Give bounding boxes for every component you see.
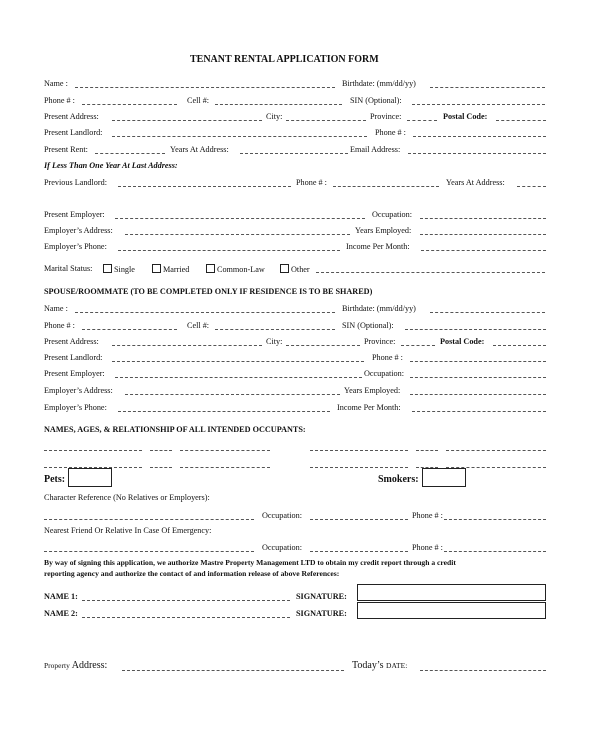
email-field[interactable] bbox=[408, 153, 546, 154]
occupant-age-3[interactable] bbox=[150, 467, 172, 468]
checkbox-icon[interactable] bbox=[206, 264, 215, 273]
spouse-province-label: Province: bbox=[364, 337, 396, 346]
spouse-cell-field[interactable] bbox=[215, 329, 335, 330]
phone-field[interactable] bbox=[82, 104, 177, 105]
spouse-address-field[interactable] bbox=[112, 345, 262, 346]
pets-label: Pets: bbox=[44, 474, 66, 485]
present-address-label: Present Address: bbox=[44, 112, 99, 121]
spouse-employer-field[interactable] bbox=[115, 377, 362, 378]
spouse-birthdate-label: Birthdate: (mm/dd/yy) bbox=[342, 304, 416, 313]
reference-occupation-field[interactable] bbox=[310, 519, 408, 520]
spouse-occupation-label: Occupation: bbox=[364, 369, 405, 378]
spouse-income-label: Income Per Month: bbox=[337, 403, 401, 412]
province-field[interactable] bbox=[407, 120, 437, 121]
spouse-employers-address-label: Employer’s Address: bbox=[44, 386, 113, 395]
occupant-age-2[interactable] bbox=[416, 450, 438, 451]
occupation-field[interactable] bbox=[420, 218, 546, 219]
income-label: Income Per Month: bbox=[346, 242, 410, 251]
spouse-employers-address-field[interactable] bbox=[125, 394, 340, 395]
checkbox-icon[interactable] bbox=[280, 264, 289, 273]
signature-1-box[interactable] bbox=[357, 584, 546, 601]
occupant-name-1[interactable] bbox=[44, 450, 142, 451]
years-at-address-label: Years At Address: bbox=[170, 145, 229, 154]
spouse-years-employed-field[interactable] bbox=[410, 394, 546, 395]
spouse-city-field[interactable] bbox=[286, 345, 360, 346]
page-title: TENANT RENTAL APPLICATION FORM bbox=[190, 54, 379, 65]
property-address-field[interactable] bbox=[122, 670, 344, 671]
friend-occupation-label: Occupation: bbox=[262, 543, 303, 552]
spouse-address-label: Present Address: bbox=[44, 337, 99, 346]
consent-text-line-1: By way of signing this application, we authorize Mastre Property Management LTD to obtain my credit report through a credit bbox=[44, 558, 456, 567]
present-employer-field[interactable] bbox=[115, 218, 365, 219]
birthdate-field[interactable] bbox=[430, 87, 545, 88]
friend-occupation-field[interactable] bbox=[310, 551, 408, 552]
present-rent-label: Present Rent: bbox=[44, 145, 88, 154]
marital-status-label: Marital Status: bbox=[44, 264, 93, 273]
spouse-birthdate-field[interactable] bbox=[430, 312, 545, 313]
marital-other-field[interactable] bbox=[316, 272, 545, 273]
todays-date-label bbox=[352, 660, 407, 672]
sin-field[interactable] bbox=[412, 104, 545, 105]
spouse-landlord-field[interactable] bbox=[112, 361, 364, 362]
spouse-income-field[interactable] bbox=[412, 411, 546, 412]
occupation-label: Occupation: bbox=[372, 210, 413, 219]
employers-address-field[interactable] bbox=[125, 234, 350, 235]
spouse-phone-field[interactable] bbox=[82, 329, 177, 330]
name-2-label: NAME 2: bbox=[44, 609, 78, 618]
property-prefix: Property bbox=[44, 661, 70, 670]
spouse-landlord-label: Present Landlord: bbox=[44, 353, 103, 362]
previous-phone-field[interactable] bbox=[333, 186, 439, 187]
name-label: Name : bbox=[44, 79, 68, 88]
character-reference-field[interactable] bbox=[44, 519, 254, 520]
spouse-name-field[interactable] bbox=[75, 312, 335, 313]
reference-phone-label: Phone # : bbox=[412, 511, 443, 520]
occupants-heading: NAMES, AGES, & RELATIONSHIP OF ALL INTENDED OCCUPANTS: bbox=[44, 425, 306, 434]
marital-option-label: Single bbox=[114, 265, 135, 274]
marital-option-label: Other bbox=[291, 265, 310, 274]
city-field[interactable] bbox=[286, 120, 366, 121]
postal-code-label: Postal Code: bbox=[443, 112, 488, 121]
present-landlord-label: Present Landlord: bbox=[44, 128, 103, 137]
spouse-heading: SPOUSE/ROOMMATE (TO BE COMPLETED ONLY IF RESIDENCE IS TO BE SHARED) bbox=[44, 287, 373, 296]
years-at-address-field[interactable] bbox=[240, 153, 348, 154]
cell-field[interactable] bbox=[215, 104, 342, 105]
spouse-cell-label: Cell #: bbox=[187, 321, 210, 330]
pets-box[interactable] bbox=[68, 468, 112, 487]
postal-code-field[interactable] bbox=[496, 120, 546, 121]
spouse-city-label: City: bbox=[266, 337, 283, 346]
employers-phone-label: Employer’s Phone: bbox=[44, 242, 107, 251]
smokers-box[interactable] bbox=[422, 468, 466, 487]
marital-option-single[interactable] bbox=[103, 264, 135, 275]
birthdate-label: Birthdate: (mm/dd/yy) bbox=[342, 79, 416, 88]
reference-phone-field[interactable] bbox=[444, 519, 546, 520]
email-label: Email Address: bbox=[350, 145, 401, 154]
occupant-relationship-3[interactable] bbox=[180, 467, 270, 468]
signature-2-label: SIGNATURE: bbox=[296, 609, 347, 618]
cell-label: Cell #: bbox=[187, 96, 210, 105]
spouse-years-employed-label: Years Employed: bbox=[344, 386, 401, 395]
marital-option-label: Married bbox=[163, 265, 190, 274]
spouse-landlord-phone-field[interactable] bbox=[410, 361, 546, 362]
spouse-province-field[interactable] bbox=[401, 345, 435, 346]
marital-option-label: Common-Law bbox=[217, 265, 265, 274]
employers-address-label: Employer’s Address: bbox=[44, 226, 113, 235]
marital-option-common-law[interactable] bbox=[206, 264, 265, 275]
landlord-phone-label: Phone # : bbox=[375, 128, 406, 137]
name-field[interactable] bbox=[75, 87, 335, 88]
phone-label: Phone # : bbox=[44, 96, 75, 105]
income-field[interactable] bbox=[421, 250, 546, 251]
spouse-name-label: Name : bbox=[44, 304, 68, 313]
date-word: DATE: bbox=[386, 661, 408, 670]
todays-prefix: Today’s bbox=[352, 660, 384, 671]
marital-option-married[interactable] bbox=[152, 264, 189, 275]
signature-1-label: SIGNATURE: bbox=[296, 592, 347, 601]
years-employed-label: Years Employed: bbox=[355, 226, 412, 235]
spouse-occupation-field[interactable] bbox=[410, 377, 546, 378]
marital-option-other[interactable] bbox=[280, 264, 310, 275]
sin-label: SIN (Optional): bbox=[350, 96, 402, 105]
occupant-age-1[interactable] bbox=[150, 450, 172, 451]
present-employer-label: Present Employer: bbox=[44, 210, 105, 219]
character-reference-label: Character Reference (No Relatives or Employers): bbox=[44, 493, 210, 502]
present-rent-field[interactable] bbox=[95, 153, 165, 154]
todays-date-field[interactable] bbox=[420, 670, 546, 671]
less-than-one-year-heading: If Less Than One Year At Last Address: bbox=[44, 161, 178, 170]
present-landlord-field[interactable] bbox=[112, 136, 367, 137]
nearest-friend-label: Nearest Friend Or Relative In Case Of Emergency: bbox=[44, 526, 212, 535]
spouse-postal-code-label: Postal Code: bbox=[440, 337, 485, 346]
occupant-relationship-2[interactable] bbox=[446, 450, 546, 451]
property-address-label bbox=[44, 660, 107, 672]
spouse-employers-phone-field[interactable] bbox=[118, 411, 330, 412]
occupant-name-2[interactable] bbox=[310, 450, 408, 451]
previous-phone-label: Phone # : bbox=[296, 178, 327, 187]
province-label: Province: bbox=[370, 112, 402, 121]
friend-phone-field[interactable] bbox=[444, 551, 546, 552]
address-word: Address: bbox=[71, 660, 108, 671]
spouse-landlord-phone-label: Phone # : bbox=[372, 353, 403, 362]
checkbox-icon[interactable] bbox=[103, 264, 112, 273]
spouse-sin-label: SIN (Optional): bbox=[342, 321, 394, 330]
previous-years-label: Years At Address: bbox=[446, 178, 505, 187]
spouse-postal-code-field[interactable] bbox=[493, 345, 546, 346]
employers-phone-field[interactable] bbox=[118, 250, 340, 251]
spouse-employer-label: Present Employer: bbox=[44, 369, 105, 378]
spouse-employers-phone-label: Employer’s Phone: bbox=[44, 403, 107, 412]
landlord-phone-field[interactable] bbox=[413, 136, 546, 137]
name-2-field[interactable] bbox=[82, 617, 290, 618]
city-label: City: bbox=[266, 112, 283, 121]
spouse-phone-label: Phone # : bbox=[44, 321, 75, 330]
signature-2-box[interactable] bbox=[357, 602, 546, 619]
years-employed-field[interactable] bbox=[420, 234, 546, 235]
friend-phone-label: Phone # : bbox=[412, 543, 443, 552]
reference-occupation-label: Occupation: bbox=[262, 511, 303, 520]
spouse-sin-field[interactable] bbox=[405, 329, 546, 330]
previous-landlord-label: Previous Landlord: bbox=[44, 178, 107, 187]
previous-landlord-field[interactable] bbox=[118, 186, 291, 187]
occupant-name-4[interactable] bbox=[310, 467, 408, 468]
smokers-label: Smokers: bbox=[378, 474, 419, 485]
nearest-friend-field[interactable] bbox=[44, 551, 254, 552]
name-1-field[interactable] bbox=[82, 600, 290, 601]
occupant-relationship-1[interactable] bbox=[180, 450, 270, 451]
name-1-label: NAME 1: bbox=[44, 592, 78, 601]
consent-text-line-2: reporting agency and authorize the contact of and information release of above References: bbox=[44, 569, 340, 578]
checkbox-icon[interactable] bbox=[152, 264, 161, 273]
previous-years-field[interactable] bbox=[517, 186, 546, 187]
present-address-field[interactable] bbox=[112, 120, 262, 121]
